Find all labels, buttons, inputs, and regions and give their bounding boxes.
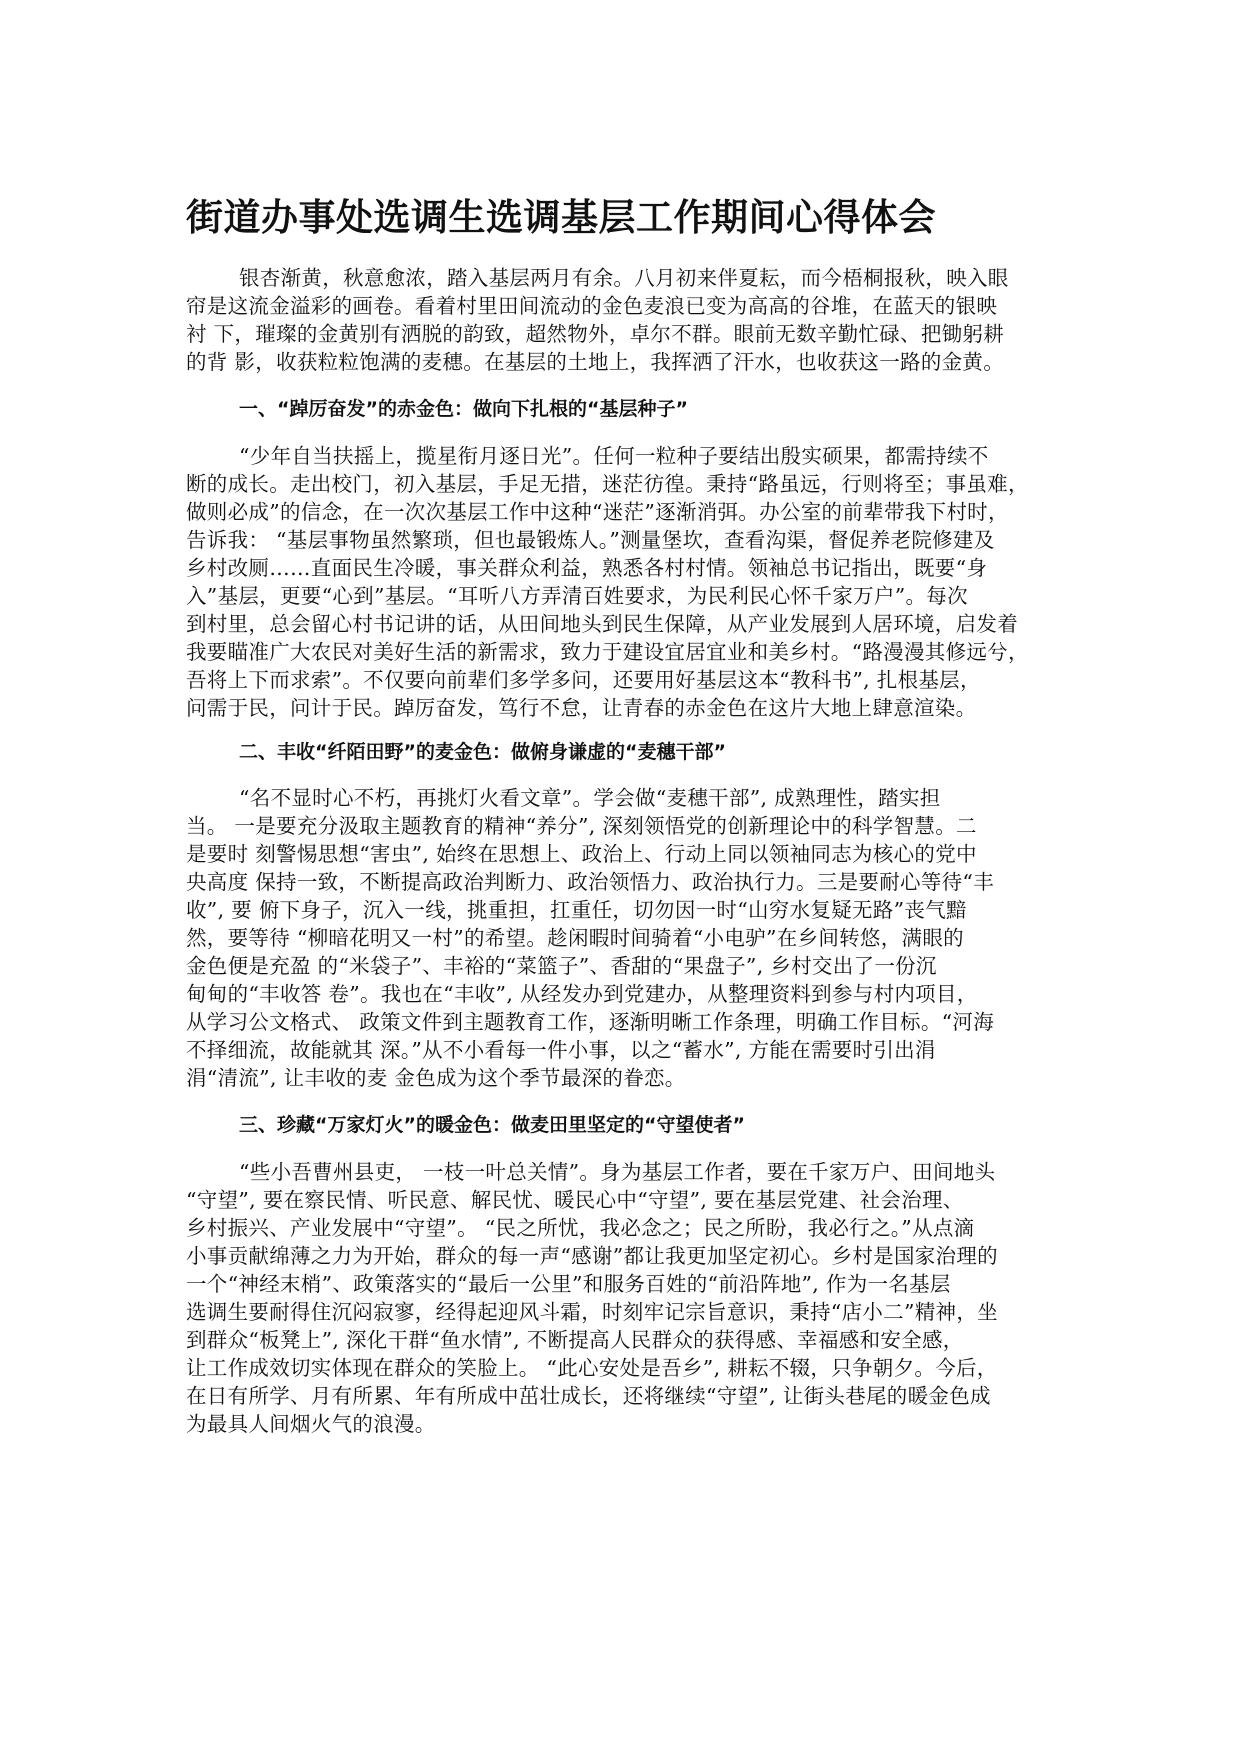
section-2-line: 央高度 保持一致，不断提高政治判断力、政治领悟力、政治执行力。三是要耐心等待“丰 [186, 870, 994, 894]
section-heading-3: 三、珍藏“万家灯火”的暖金色：做麦田里坚定的“守望使者” [239, 1114, 745, 1136]
section-3-line: 到群众“板凳上”, 深化干群“鱼水情”, 不断提高人民群众的获得感、幸福感和安全感， [186, 1328, 964, 1352]
section-2-line: 涓“清流”, 让丰收的麦 金色成为这个季节最深的眷恋。 [186, 1066, 686, 1090]
section-1-line: 问需于民，问计于民。踔厉奋发，笃行不怠，让青春的赤金色在这片大地上肆意渲染。 [186, 696, 977, 720]
section-3-line: 为最具人间烟火气的浪漫。 [186, 1412, 436, 1436]
section-3-line: 让工作成效切实体现在群众的笑脸上。 “此心安处是吾乡”, 耕耘不辍，只争朝夕。今后， [186, 1356, 998, 1380]
section-3-line: “些小吾曹州县吏， 一枝一叶总关情”。身为基层工作者，要在千家万户、田间地头 [239, 1160, 996, 1184]
section-1-line: 告诉我： “基层事物虽然繁琐，但也最锻炼人。”测量堡坎，查看沟渠，督促养老院修建及 [186, 528, 995, 552]
section-2-line: 是要时 刻警惕思想“害虫”, 始终在思想上、政治上、行动上同以领袖同志为核心的党中 [186, 842, 977, 866]
section-2-line: 金色便是充盈 的“米袋子”、丰裕的“菜篮子”、香甜的“果盘子”, 乡村交出了一份沉 [186, 954, 937, 978]
section-2-line: 甸甸的“丰收答 卷”。我也在“丰收”, 从经发办到党建办，从整理资料到参与村内项目， [186, 982, 978, 1006]
section-2-line: 然，要等待 “柳暗花明又一村”的希望。趁闲暇时间骑着“小电驴”在乡间转悠，满眼的 [186, 926, 964, 950]
document-title: 街道办事处选调生选调基层工作期间心得体会 [186, 196, 936, 239]
section-1-line: 吾将上下而求索”。不仅要向前辈们多学多问，还要用好基层这本“教科书”, 扎根基层， [186, 668, 981, 692]
section-3-line: 小事贡献绵薄之力为开始，群众的每一声“感谢”都让我更加坚定初心。乡村是国家治理的 [186, 1244, 998, 1268]
section-2-line: 收”, 要 俯下身子，沉入一线，挑重担，扛重任，切勿因一时“山穷水复疑无路”丧气黯 [186, 898, 967, 922]
section-3-line: 在日有所学、月有所累、年有所成中茁壮成长，还将继续“守望”, 让街头巷尾的暖金色成 [186, 1384, 991, 1408]
section-2-line: 从学习公文格式、 政策文件到主题教育工作，逐渐明晰工作条理，明确工作目标。“河海 [186, 1010, 994, 1034]
section-1-line: 我要瞄准广大农民对美好生活的新需求，致力于建设宜居宜业和美乡村。“路漫漫其修远兮， [186, 640, 1029, 664]
section-3-line: 选调生要耐得住沉闷寂寥，经得起迎风斗霜，时刻牢记宗旨意识，秉持“店小二”精神，坐 [186, 1300, 998, 1324]
section-2-line: “名不显时心不朽，再挑灯火看文章”。学会做“麦穗干部”, 成熟理性，踏实担 [239, 786, 941, 810]
section-1-line: 断的成长。走出校门，初入基层，手足无措，迷茫彷徨。秉持“路虽远，行则将至；事虽难， [186, 472, 1029, 496]
section-heading-1: 一、“踔厉奋发”的赤金色：做向下扎根的“基层种子” [239, 398, 688, 420]
section-1-line: 做则必成”的信念，在一次次基层工作中这种“迷茫”逐渐消弭。办公室的前辈带我下村时， [186, 500, 1009, 524]
section-3-line: “守望”, 要在察民情、听民意、解民忧、暖民心中“守望”, 要在基层党建、社会治理、 [186, 1188, 964, 1212]
section-heading-2: 二、丰收“纤陌田野”的麦金色：做俯身谦虚的“麦穗干部” [239, 741, 726, 763]
section-1-line: 入”基层，更要“心到”基层。“耳听八方弄清百姓要求，为民利民心怀千家万户”。每次 [186, 584, 968, 608]
intro-line: 的背 影，收获粒粒饱满的麦穗。在基层的土地上，我挥洒了汗水，也收获这一路的金黄。 [186, 350, 1005, 374]
intro-line: 银杏渐黄，秋意愈浓，踏入基层两月有余。八月初来伴夏耘，而今梧桐报秋，映入眼 [239, 266, 1009, 290]
section-1-line: “少年自当扶摇上，揽星衔月逐日光”。任何一粒种子要结出殷实硕果，都需持续不 [239, 444, 989, 468]
section-1-line: 乡村改厕……直面民生冷暖，事关群众利益，熟悉各村村情。领袖总书记指出，既要“身 [186, 556, 988, 580]
section-3-line: 乡村振兴、产业发展中“守望”。 “民之所忧，我必念之；民之所盼，我必行之。”从点滴 [186, 1216, 975, 1240]
intro-line: 衬 下，璀璨的金黄别有洒脱的韵致，超然物外，卓尔不群。眼前无数辛勤忙碌、把锄躬耕 [186, 322, 1005, 346]
intro-line: 帘是这流金溢彩的画卷。看着村里田间流动的金色麦浪已变为高高的谷堆，在蓝天的银映 [186, 294, 998, 318]
section-3-line: 一个“神经末梢”、政策落实的“最后一公里”和服务百姓的“前沿阵地”, 作为一名基层 [186, 1272, 951, 1296]
section-2-line: 不择细流，故能就其 深。”从不小看每一件小事，以之“蓄水”, 方能在需要时引出涓 [186, 1038, 936, 1062]
section-1-line: 到村里，总会留心村书记讲的话，从田间地头到民生保障，从产业发展到人居环境，启发着 [186, 612, 1018, 636]
section-2-line: 当。 一是要充分汲取主题教育的精神“养分”, 深刻领悟党的创新理论中的科学智慧。二 [186, 814, 977, 838]
